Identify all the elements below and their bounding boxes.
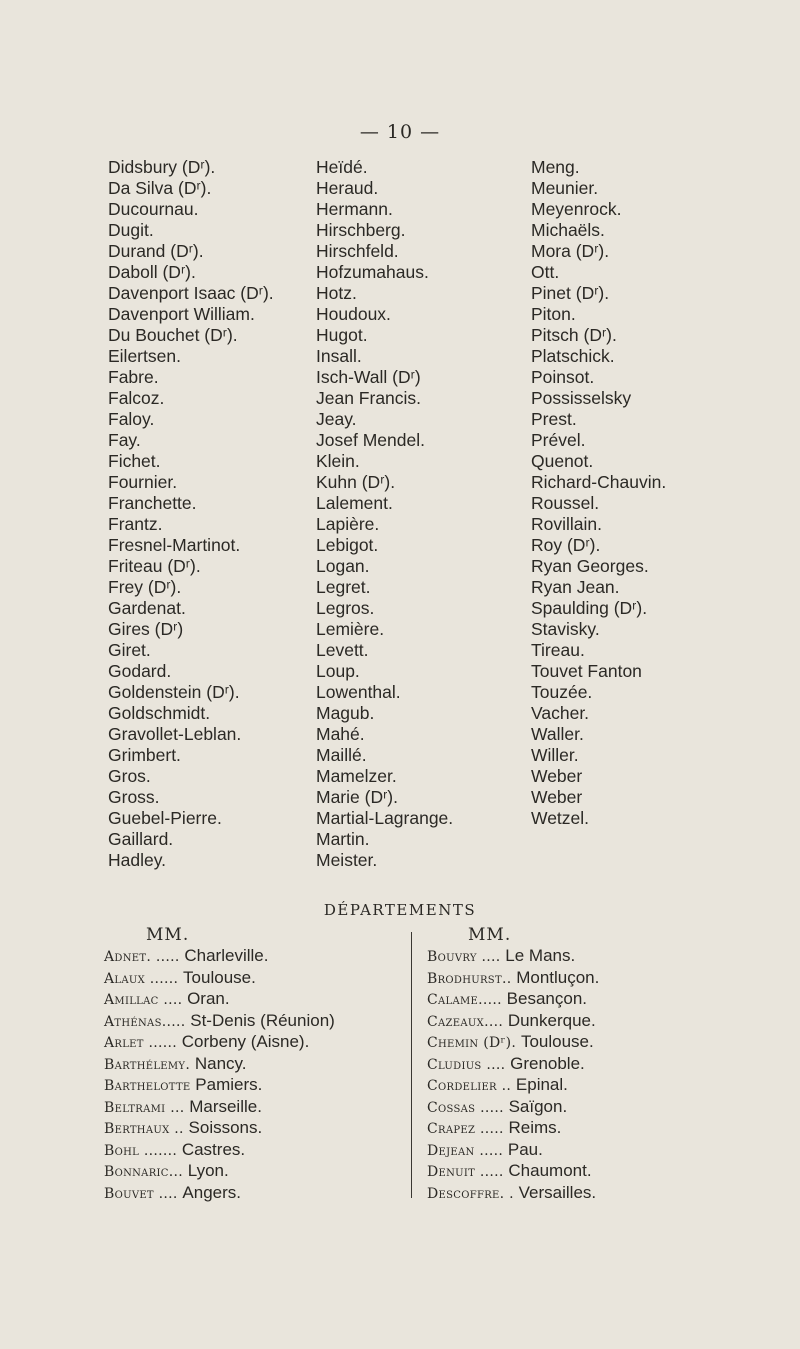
departement-entry xyxy=(104,989,406,1011)
member-name: Fournier. xyxy=(108,472,178,492)
leader-dots: ..... xyxy=(475,1099,509,1116)
departements-right-list xyxy=(427,946,677,1204)
member-name: Frey (Dʳ). xyxy=(108,577,182,597)
departement-entry xyxy=(104,1118,406,1140)
member-name: Ryan Georges. xyxy=(531,556,649,576)
member-name: Hadley. xyxy=(108,850,167,870)
departement-entry xyxy=(104,1140,406,1162)
member-name: Lebigot. xyxy=(316,535,379,555)
member-name: Barthelotte xyxy=(104,1078,191,1094)
member-name: Pinet (Dʳ). xyxy=(531,283,610,303)
member-name: Legros. xyxy=(316,598,375,618)
member-name: Levett. xyxy=(316,640,369,660)
member-name: Falcoz. xyxy=(108,388,165,408)
member-name: Cossas xyxy=(427,1099,476,1116)
names-column-2 xyxy=(316,157,453,871)
member-name: Cazeaux xyxy=(427,1013,485,1030)
mm-heading-left: MM. xyxy=(146,925,190,945)
member-name: Faloy. xyxy=(108,409,155,429)
member-name: Bohl xyxy=(104,1142,140,1159)
member-name: Barthélemy. xyxy=(104,1056,191,1073)
member-name: Mora (Dʳ). xyxy=(531,241,610,261)
member-name: Hofzumahaus. xyxy=(316,262,429,282)
leader-dots: ...... xyxy=(145,970,184,987)
member-name: Piton. xyxy=(531,304,576,324)
city-name: Soissons. xyxy=(188,1118,263,1137)
member-name: Jean Francis. xyxy=(316,388,422,408)
member-name: Eilertsen. xyxy=(108,346,181,366)
names-column-1 xyxy=(108,157,274,871)
member-name: Houdoux. xyxy=(316,304,391,324)
city-name: Montluçon. xyxy=(516,967,600,987)
member-name: Grimbert. xyxy=(108,745,181,765)
leader-dots: . . xyxy=(499,1185,519,1202)
member-name: Ducournau. xyxy=(108,199,199,219)
city-name: Marseille. xyxy=(189,1096,262,1116)
city-name: Chaumont. xyxy=(508,1161,592,1180)
member-name: Fabre. xyxy=(108,367,159,387)
member-name: Hotz. xyxy=(316,283,357,303)
city-name: Pamiers. xyxy=(195,1075,263,1094)
leader-dots: .... xyxy=(476,949,506,965)
leader-dots: .. xyxy=(496,1078,516,1094)
member-name: Meyenrock. xyxy=(531,199,622,219)
member-name: Vacher. xyxy=(531,703,590,723)
member-name: Didsbury (Dʳ). xyxy=(108,157,216,177)
member-name: Alaux xyxy=(104,970,146,987)
member-name: Magub. xyxy=(316,703,375,723)
departement-entry xyxy=(427,1097,677,1119)
departement-entry xyxy=(104,1054,406,1076)
member-name: Davenport William. xyxy=(108,304,255,324)
member-name: Roy (Dʳ). xyxy=(531,535,601,555)
member-name: Isch-Wall (Dʳ) xyxy=(316,367,421,387)
city-name: Castres. xyxy=(181,1139,246,1159)
member-name: Cordelier xyxy=(427,1078,497,1094)
member-name: Willer. xyxy=(531,745,579,765)
departement-entry xyxy=(104,1183,406,1205)
member-name: Chemin (Dʳ). xyxy=(427,1035,517,1051)
page-number: — 10 — xyxy=(359,121,441,143)
departement-entry xyxy=(104,1097,406,1119)
city-name: Dunkerque. xyxy=(507,1010,596,1030)
city-name: Lyon. xyxy=(187,1161,229,1180)
city-name: Charleville. xyxy=(184,946,269,965)
departement-entry xyxy=(104,968,406,990)
member-name: Klein. xyxy=(316,451,360,471)
member-name: Stavisky. xyxy=(531,619,600,639)
departement-entry xyxy=(427,1075,677,1097)
leader-dots: ..... xyxy=(478,992,507,1008)
departement-entry xyxy=(427,1011,677,1033)
member-name: Ott. xyxy=(531,262,560,282)
member-name: Rovillain. xyxy=(531,514,602,534)
member-name: Meng. xyxy=(531,157,580,177)
member-name: Berthaux xyxy=(104,1121,170,1137)
member-name: Guebel-Pierre. xyxy=(108,808,222,828)
member-name: Gros. xyxy=(108,766,151,786)
section-title: DÉPARTEMENTS xyxy=(323,901,477,919)
member-name: Lowenthal. xyxy=(316,682,401,702)
member-name: Legret. xyxy=(316,577,371,597)
member-name: Franchette. xyxy=(108,493,197,513)
leader-dots: .. xyxy=(501,970,517,987)
member-name: Michaëls. xyxy=(531,220,605,240)
city-name: Toulouse. xyxy=(520,1032,594,1051)
member-name: Wetzel. xyxy=(531,808,590,828)
city-name: Corbeny (Aisne). xyxy=(181,1032,310,1051)
departement-entry xyxy=(104,946,406,968)
member-name: Lalement. xyxy=(316,493,393,513)
member-name: Pitsch (Dʳ). xyxy=(531,325,617,345)
member-name: Martial-Lagrange. xyxy=(316,808,454,828)
member-name: Gardenat. xyxy=(108,598,186,618)
member-name: Kuhn (Dʳ). xyxy=(316,472,396,492)
member-name: Poinsot. xyxy=(531,367,595,387)
member-name: Adnet. xyxy=(104,949,152,965)
member-name: Prével. xyxy=(531,430,586,450)
member-name: Dugit. xyxy=(108,220,154,240)
member-name: Denuit xyxy=(427,1164,476,1180)
leader-dots: ..... xyxy=(151,949,185,965)
column-divider xyxy=(411,932,412,1198)
member-name: Giret. xyxy=(108,640,151,660)
departement-entry xyxy=(427,1032,677,1054)
member-name: Godard. xyxy=(108,661,172,681)
leader-dots: .... xyxy=(484,1013,508,1030)
member-name: Da Silva (Dʳ). xyxy=(108,178,212,198)
city-name: Grenoble. xyxy=(510,1053,585,1073)
member-name: Meister. xyxy=(316,850,378,870)
member-name: Hirschberg. xyxy=(316,220,406,240)
leader-dots: ... xyxy=(168,1164,188,1180)
member-name: Lapière. xyxy=(316,514,380,534)
member-name: Platschick. xyxy=(531,346,615,366)
member-name: Insall. xyxy=(316,346,362,366)
member-name: Bouvet xyxy=(104,1185,154,1202)
member-name: Gravollet-Leblan. xyxy=(108,724,242,744)
departement-entry xyxy=(427,946,677,968)
member-name: Tireau. xyxy=(531,640,585,660)
leader-dots: ..... xyxy=(474,1142,508,1159)
city-name: Reims. xyxy=(508,1118,562,1137)
member-name: Martin. xyxy=(316,829,370,849)
member-name: Marie (Dʳ). xyxy=(316,787,398,807)
departements-left-list xyxy=(104,946,406,1204)
member-name: Spaulding (Dʳ). xyxy=(531,598,648,618)
member-name: Prest. xyxy=(531,409,577,429)
member-name: Touzée. xyxy=(531,682,593,702)
member-name: Davenport Isaac (Dʳ). xyxy=(108,283,274,303)
member-name: Logan. xyxy=(316,556,370,576)
member-name: Du Bouchet (Dʳ). xyxy=(108,325,238,345)
member-name: Hirschfeld. xyxy=(316,241,399,261)
leader-dots: ..... xyxy=(475,1121,509,1137)
member-name: Gaillard. xyxy=(108,829,174,849)
departement-entry xyxy=(104,1075,406,1097)
member-name: Fresnel-Martinot. xyxy=(108,535,241,555)
departement-entry xyxy=(427,1183,677,1205)
leader-dots: ... xyxy=(165,1099,190,1116)
member-name: Cludius xyxy=(427,1056,482,1073)
mm-heading-right: MM. xyxy=(468,925,512,945)
member-name: Roussel. xyxy=(531,493,600,513)
member-name: Touvet Fanton xyxy=(531,661,642,681)
city-name: Toulouse. xyxy=(183,967,256,987)
member-name: Gross. xyxy=(108,787,160,807)
member-name: Amillac xyxy=(104,992,159,1008)
member-name: Bonnaric xyxy=(104,1164,169,1180)
leader-dots: .. xyxy=(169,1121,189,1137)
member-name: Calame xyxy=(427,992,479,1008)
member-name: Beltrami xyxy=(104,1099,166,1116)
leader-dots: .... xyxy=(158,992,188,1008)
member-name: Possisselsky xyxy=(531,388,632,408)
leader-dots: .... xyxy=(481,1056,511,1073)
member-name: Heïdé. xyxy=(316,157,368,177)
member-name: Goldenstein (Dʳ). xyxy=(108,682,240,702)
departement-entry xyxy=(427,1054,677,1076)
city-name: Besançon. xyxy=(506,989,587,1008)
member-name: Lemière. xyxy=(316,619,385,639)
member-name: Arlet xyxy=(104,1035,144,1051)
city-name: Le Mans. xyxy=(505,946,576,965)
city-name: Angers. xyxy=(182,1182,242,1202)
member-name: Heraud. xyxy=(316,178,379,198)
names-column-3 xyxy=(531,157,666,829)
member-name: Hermann. xyxy=(316,199,393,219)
city-name: St-Denis (Réunion) xyxy=(190,1010,335,1030)
leader-dots: ...... xyxy=(143,1035,182,1051)
member-name: Daboll (Dʳ). xyxy=(108,262,196,282)
member-name: Descoffre xyxy=(427,1185,500,1202)
member-name: Brodhurst xyxy=(427,970,502,987)
departement-entry xyxy=(427,968,677,990)
member-name: Waller. xyxy=(531,724,584,744)
member-name: Josef Mendel. xyxy=(316,430,425,450)
member-name: Goldschmidt. xyxy=(108,703,211,723)
city-name: Saïgon. xyxy=(508,1096,568,1116)
departement-entry xyxy=(104,1161,406,1183)
member-name: Crapez xyxy=(427,1121,476,1137)
member-name: Fay. xyxy=(108,430,141,450)
leader-dots: ..... xyxy=(475,1164,509,1180)
member-name: Ryan Jean. xyxy=(531,577,620,597)
member-name: Richard-Chauvin. xyxy=(531,472,667,492)
leader-dots: .... xyxy=(153,1185,183,1202)
departement-entry xyxy=(427,1161,677,1183)
city-name: Epinal. xyxy=(515,1075,568,1094)
departement-entry xyxy=(427,989,677,1011)
city-name: Versailles. xyxy=(518,1182,597,1202)
departement-entry xyxy=(427,1140,677,1162)
member-name: Maillé. xyxy=(316,745,367,765)
member-name: Dejean xyxy=(427,1142,475,1159)
member-name: Fichet. xyxy=(108,451,161,471)
departement-entry xyxy=(104,1032,406,1054)
departement-entry xyxy=(104,1011,406,1033)
names-list xyxy=(0,157,800,887)
member-name: Durand (Dʳ). xyxy=(108,241,204,261)
departement-entry xyxy=(427,1118,677,1140)
member-name: Mamelzer. xyxy=(316,766,397,786)
member-name: Loup. xyxy=(316,661,360,681)
leader-dots: ..... xyxy=(161,1013,191,1030)
member-name: Weber xyxy=(531,766,583,786)
member-name: Weber xyxy=(531,787,583,807)
leader-dots: ....... xyxy=(139,1142,182,1159)
member-name: Gires (Dʳ) xyxy=(108,619,184,639)
member-name: Hugot. xyxy=(316,325,368,345)
member-name: Bouvry xyxy=(427,949,477,965)
member-name: Mahé. xyxy=(316,724,365,744)
member-name: Jeay. xyxy=(316,409,357,429)
member-name: Meunier. xyxy=(531,178,599,198)
member-name: Friteau (Dʳ). xyxy=(108,556,201,576)
member-name: Athénas xyxy=(104,1013,162,1030)
city-name: Nancy. xyxy=(194,1053,247,1073)
member-name: Frantz. xyxy=(108,514,163,534)
city-name: Oran. xyxy=(187,989,230,1008)
member-name: Quenot. xyxy=(531,451,594,471)
city-name: Pau. xyxy=(507,1139,543,1159)
